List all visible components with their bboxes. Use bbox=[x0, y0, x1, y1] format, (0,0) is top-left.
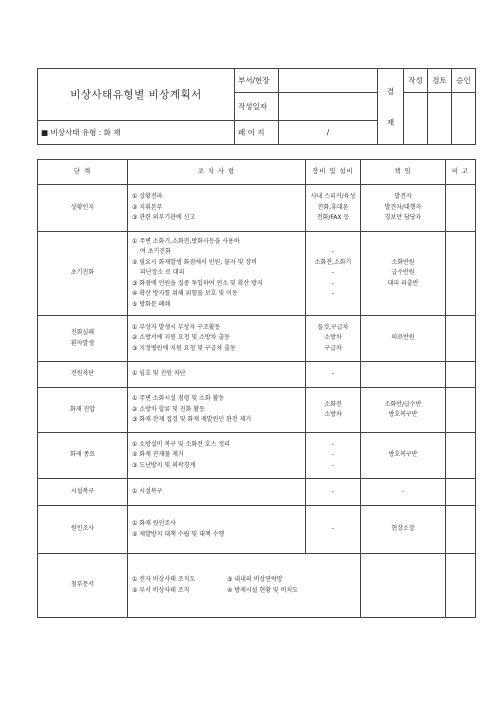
equipment-cell: - - - bbox=[306, 433, 361, 479]
responsible-cell bbox=[361, 554, 446, 618]
stage-cell: 첨부문서 bbox=[38, 554, 128, 618]
actions-cell: ① 시설복구 bbox=[128, 479, 306, 506]
note-cell bbox=[446, 362, 476, 388]
table-row bbox=[38, 479, 476, 506]
actions-cell: ① 주변 소화시설 점령 및 소화 활동 ② 소방차 합류 및 진화 활동 ③ 화재 잔재 접검 및 화재 재발원인 완전 제거 bbox=[128, 388, 306, 433]
actions-cell: ① 임호 및 진원 차단 bbox=[128, 362, 306, 388]
equipment-cell: - bbox=[306, 506, 361, 554]
action-table bbox=[37, 159, 476, 618]
note-cell bbox=[446, 479, 476, 506]
actions-cell: ① 상황전파 ② 지휘본부 ③ 관련 외부기관에 신고 bbox=[128, 185, 306, 232]
equipment-cell: - bbox=[306, 479, 361, 506]
equipment-cell: 소화전 소방차 bbox=[306, 388, 361, 433]
dept-label: 부서/현장 bbox=[235, 69, 279, 93]
equipment-cell: 들것,구급차 소방차 구급차 bbox=[306, 316, 361, 362]
approval-col-approve: 승인 bbox=[452, 69, 476, 93]
dept-value[interactable] bbox=[279, 69, 378, 93]
responsible-cell: 소화반원 급수반원 대피 피출반 bbox=[361, 232, 446, 316]
table-row bbox=[38, 185, 476, 232]
col-actions: 조 치 사 항 bbox=[128, 160, 306, 185]
attachments-cell: ① 전자 비상사태 조직도 ③ 내내의 비상연락망 ② 부서 비상사태 조직 ④ 방재시설 현황 및 비치도 bbox=[128, 554, 361, 618]
table-row bbox=[38, 554, 476, 618]
note-cell bbox=[446, 433, 476, 479]
table-row bbox=[38, 232, 476, 316]
date-label: 작성일자 bbox=[235, 93, 279, 121]
responsible-cell: 발견자 발견자/대행자 경보만 담당자 bbox=[361, 185, 446, 232]
date-value[interactable] bbox=[279, 93, 378, 121]
actions-cell: ① 주변 소화기,소화전,방화사등을 사용하 여 초기진화 ② 필요시 화재발생 화점에서 인원, 물자 및 장비 피난장소 로 대피 ③ 화점에 인원을 집중 투입하여 연소 및 확산 방지 ④ 확산 방지를 위해 위험물 보호 및 이동 ⑤ 방화문 폐쇄 bbox=[128, 232, 306, 316]
responsible-cell: 방호복구반 bbox=[361, 433, 446, 479]
responsible-cell: 현장소장 bbox=[361, 506, 446, 554]
sign-review[interactable] bbox=[428, 93, 452, 145]
responsible-cell bbox=[361, 362, 446, 388]
note-cell bbox=[446, 185, 476, 232]
col-stage: 단 계 bbox=[38, 160, 128, 185]
stage-cell: 진화실패 환자발생 bbox=[38, 316, 128, 362]
col-responsible: 책 임 bbox=[361, 160, 446, 185]
stage-cell: 초기진화 bbox=[38, 232, 128, 316]
stage-cell: 시설복구 bbox=[38, 479, 128, 506]
stage-cell: 화재 진압 bbox=[38, 388, 128, 433]
table-row bbox=[38, 316, 476, 362]
actions-cell: ① 부상자 발생시 부상자 구조활동 ② 소방서에 지원 요청 및 소방차 출동 ③ 지정병원에 지원 요청 및 구급차 출동 bbox=[128, 316, 306, 362]
stage-cell: 상황인지 bbox=[38, 185, 128, 232]
note-cell bbox=[446, 388, 476, 433]
approval-col-review: 검토 bbox=[428, 69, 452, 93]
sign-write[interactable] bbox=[404, 93, 428, 145]
equipment-cell: 사내 스피커/육성 전화,휴대폰 전화/FAX 등 bbox=[306, 185, 361, 232]
responsible-cell: 의료반원 bbox=[361, 316, 446, 362]
table-row bbox=[38, 388, 476, 433]
stage-cell: 전원차단 bbox=[38, 362, 128, 388]
note-cell bbox=[446, 232, 476, 316]
emergency-type: ■ 비상사태 유형 : 화 재 bbox=[38, 121, 235, 145]
col-note: 비 고 bbox=[446, 160, 476, 185]
col-equipment: 장비 및 설비 bbox=[306, 160, 361, 185]
stage-cell: 화재 종료 bbox=[38, 433, 128, 479]
note-cell bbox=[446, 316, 476, 362]
note-cell bbox=[446, 506, 476, 554]
page-value: / bbox=[279, 121, 378, 145]
document-title: 비상사태유형별 비상계획서 bbox=[38, 69, 235, 121]
responsible-cell: - bbox=[361, 479, 446, 506]
table-row bbox=[38, 433, 476, 479]
page-label: 페 이 지 bbox=[235, 121, 279, 145]
table-row bbox=[38, 506, 476, 554]
approval-label: 결 재 bbox=[378, 69, 404, 145]
approval-col-write: 작성 bbox=[404, 69, 428, 93]
sign-approve[interactable] bbox=[452, 93, 476, 145]
table-row bbox=[38, 362, 476, 388]
actions-cell: ① 소방설비 복구 및 소화전 호스 정리 ② 화재 잔재물 제거 ③ 도난방지 및 외곽경계 bbox=[128, 433, 306, 479]
note-cell bbox=[446, 554, 476, 618]
header-table bbox=[37, 68, 476, 145]
equipment-cell: - bbox=[306, 362, 361, 388]
equipment-cell: - 소화전,소화기 - - - bbox=[306, 232, 361, 316]
actions-cell: ① 화재 원인조사 ② 재발방지 대책 수립 및 대책 수행 bbox=[128, 506, 306, 554]
stage-cell: 원인조사 bbox=[38, 506, 128, 554]
responsible-cell: 소화반/급수반 방호복구반 bbox=[361, 388, 446, 433]
